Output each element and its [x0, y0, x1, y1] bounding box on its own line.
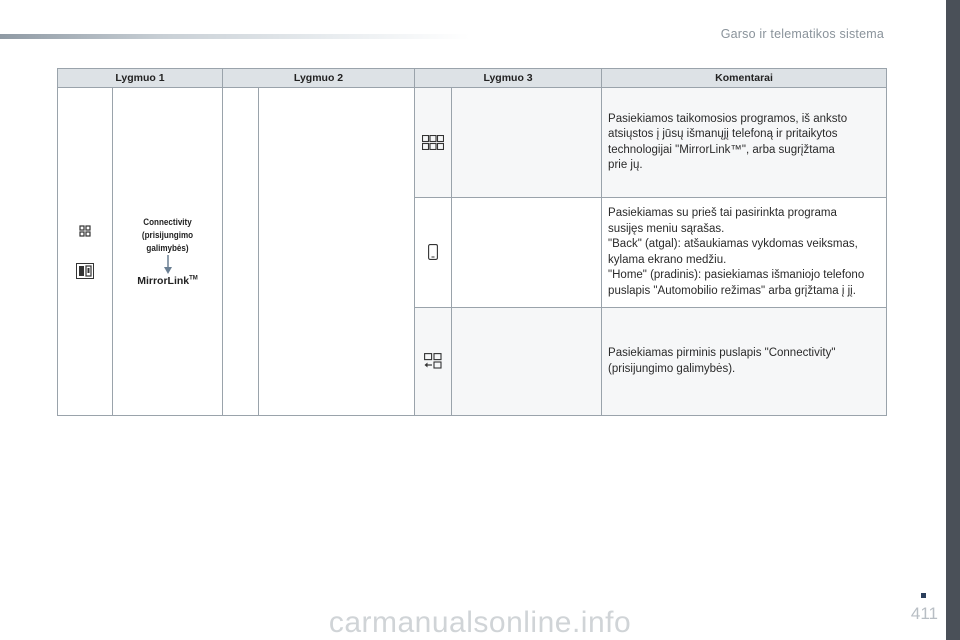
comment-line: puslapis "Automobilio režimas" arba grįžtama į jį. [608, 284, 856, 297]
comment-cell [602, 88, 887, 198]
comment-line: susijęs meniu sąrašas. [608, 222, 725, 235]
level2-icon-cell [223, 88, 259, 416]
level1-label-cell [113, 88, 223, 416]
page-edge-band [946, 0, 960, 640]
table-header-row [58, 69, 887, 88]
level1-icon-cell [58, 88, 113, 416]
mirrorlink-phone-icon [76, 263, 94, 279]
menu-levels-table [57, 68, 887, 416]
level3-icon-cell [415, 308, 452, 416]
mirrorlink-label: MirrorLink™ [137, 275, 198, 287]
level3-icon-cell [415, 198, 452, 308]
column-header-level2: Lygmuo 2 [223, 69, 415, 88]
comment-line: kylama ekrano medžiu. [608, 253, 727, 266]
comment-line: Pasiekiamas su prieš tai pasirinkta programa [608, 207, 837, 219]
grid-small-icon [79, 225, 91, 237]
column-header-level3: Lygmuo 3 [415, 69, 602, 88]
column-header-level1: Lygmuo 1 [58, 69, 223, 88]
comment-cell [602, 198, 887, 308]
comment-line: "Back" (atgal): atšaukiamas vykdomas veiksmas, [608, 238, 858, 250]
comment-line: Pasiekiamas pirminis puslapis "Connectivity" [608, 347, 836, 359]
grid-back-icon [424, 353, 442, 369]
watermark-text: carmanualsonline.info [328, 606, 632, 639]
level3-icon-cell [415, 88, 452, 198]
header-accent-bar [0, 34, 470, 39]
level3-label-cell [452, 88, 602, 198]
connectivity-title: Connectivity [143, 217, 192, 228]
comment-cell [602, 308, 887, 416]
column-header-comments: Komentarai [602, 69, 887, 88]
level3-label-cell [452, 198, 602, 308]
apps-grid-icon [422, 135, 444, 150]
comment-line: prie jų. [608, 159, 643, 171]
level2-label-cell [259, 88, 415, 416]
comment-line: atsiųstos į jūsų išmanųjį telefoną ir pritaikytos [608, 128, 838, 140]
comment-line: "Home" (pradinis): pasiekiamas išmaniojo telefono [608, 269, 865, 281]
comment-line: (prisijungimo galimybės). [608, 362, 736, 375]
comment-line: technologijai "MirrorLink™", arba sugrįžtama [608, 143, 835, 156]
comment-line: Pasiekiamos taikomosios programos, iš anksto [608, 112, 848, 125]
level3-label-cell [452, 308, 602, 416]
page-marker [921, 593, 926, 598]
section-title: Garso ir telematikos sistema [720, 27, 884, 41]
page-number: 411 [910, 604, 938, 623]
arrow-down-icon [113, 255, 222, 275]
connectivity-subtitle: (prisijungimo galimybės) [141, 230, 194, 254]
table-row [58, 88, 887, 198]
phone-icon [428, 244, 438, 260]
